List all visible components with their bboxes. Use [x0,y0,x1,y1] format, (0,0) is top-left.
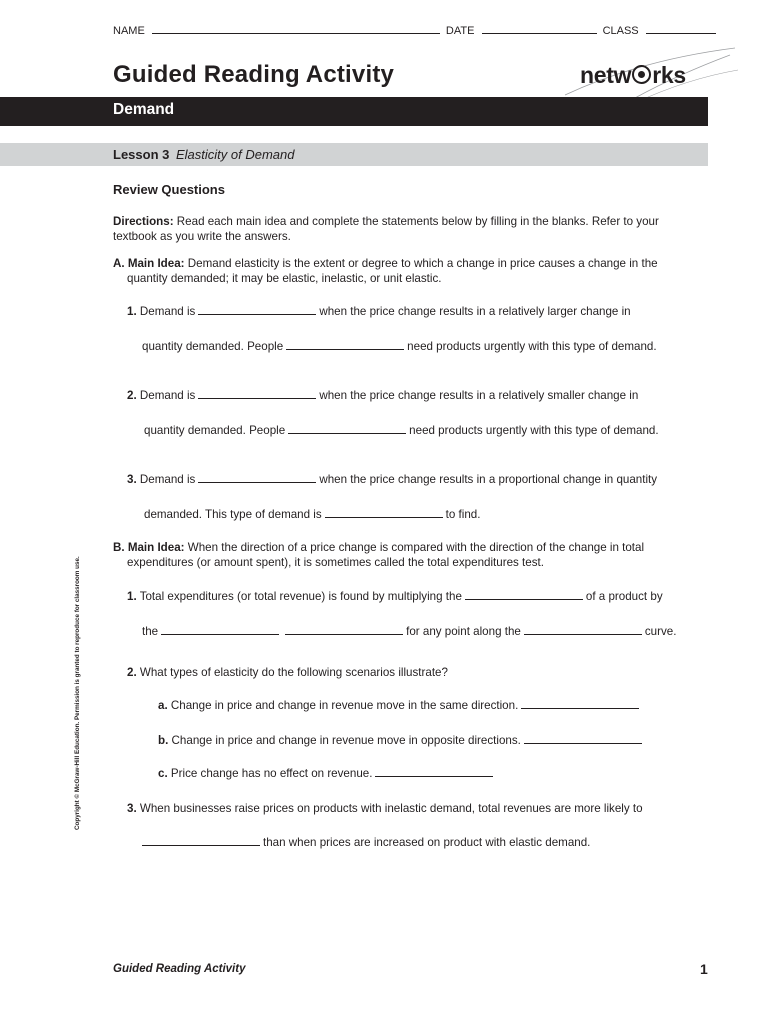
question-text: when the price change results in a relatively smaller change in [319,389,639,402]
answer-blank[interactable] [198,313,316,315]
section-heading: Review Questions [113,182,225,197]
main-idea-a [113,256,713,286]
subquestion-letter: b. [158,734,169,747]
page-number: 1 [700,961,708,977]
subquestion-letter: c. [158,767,168,780]
question-text: need products urgently with this type of demand. [409,424,659,437]
question-text: Price change has no effect on revenue. [170,767,373,780]
date-field[interactable] [482,32,597,34]
subquestion-letter: a. [158,699,168,712]
question-text: Change in price and change in revenue move in the same direction. [170,699,519,712]
main-idea-a-line1: Demand elasticity is the extent or degree to which a change in price causes a change in the [187,257,658,270]
question-text: What types of elasticity do the following scenarios illustrate? [139,666,448,679]
lesson-bar [0,143,708,166]
question-text: the [142,625,159,638]
question-b2a [158,698,642,713]
copyright-notice: Copyright © McGraw-Hill Education. Permission is granted to reproduce for classroom use. [74,556,81,830]
question-b1-line1 [127,589,663,604]
question-text: quantity demanded. People [144,424,286,437]
page-title: Guided Reading Activity [113,61,395,88]
globe-icon [632,65,651,84]
question-text: Total expenditures (or total revenue) is found by multiplying the [139,590,462,603]
topic-title: Demand [113,101,175,118]
question-text: Change in price and change in revenue move in opposite directions. [171,734,521,747]
question-b3-line1 [127,801,643,816]
question-a3-line1 [127,472,657,487]
question-text: of a product by [585,590,663,603]
question-text: for any point along the [406,625,521,638]
question-number: 2. [127,389,137,402]
question-number: 3. [127,473,137,486]
main-idea-b-letter: B. [113,541,125,554]
question-text: When businesses raise prices on products with inelastic demand, total revenues are more likely to [139,802,643,815]
question-text: to find. [445,508,481,521]
question-number: 1. [127,305,137,318]
answer-blank[interactable] [524,633,642,635]
answer-blank[interactable] [198,481,316,483]
question-b2c [158,766,496,781]
question-text: demanded. This type of demand is [144,508,322,521]
question-b1-line2 [142,624,676,639]
question-text: need products urgently with this type of demand. [407,340,657,353]
name-field[interactable] [152,32,440,34]
main-idea-b [113,540,713,570]
question-text: Demand is [139,305,196,318]
question-text: quantity demanded. People [142,340,284,353]
answer-blank[interactable] [286,348,404,350]
question-a2-line1 [127,388,638,403]
question-b2b [158,733,645,748]
main-idea-a-label: Main Idea: [127,257,185,270]
question-a3-line2 [144,507,480,522]
answer-blank[interactable] [524,742,642,744]
answer-blank[interactable] [161,633,279,635]
networks-logo [580,62,686,89]
class-label: CLASS [602,25,639,37]
answer-blank[interactable] [285,633,403,635]
logo-text-start: netw [580,62,632,88]
answer-blank[interactable] [521,707,639,709]
question-text: when the price change results in a proportional change in quantity [319,473,658,486]
question-text: Demand is [139,389,196,402]
main-idea-a-line2: quantity demanded; it may be elastic, inelastic, or unit elastic. [127,272,442,285]
question-b3-line2 [142,835,590,850]
class-field[interactable] [646,32,716,34]
main-idea-a-letter: A. [113,257,125,270]
name-label: NAME [113,25,145,37]
answer-blank[interactable] [375,775,493,777]
main-idea-b-label: Main Idea: [127,541,185,554]
question-text: Demand is [139,473,196,486]
directions-line1: Read each main idea and complete the statements below by filling in the blanks. Refer to your [176,215,659,228]
question-number: 2. [127,666,137,679]
answer-blank[interactable] [288,432,406,434]
footer-label: Guided Reading Activity [113,963,246,975]
question-text: when the price change results in a relatively larger change in [319,305,631,318]
logo-text-end: rks [652,62,686,88]
lesson-topic: Elasticity of Demand [175,147,295,162]
directions-line2: textbook as you write the answers. [113,230,291,243]
lesson-label: Lesson 3 [113,147,170,162]
directions-label: Directions: [113,215,174,228]
question-number: 3. [127,802,137,815]
question-text: than when prices are increased on product with elastic demand. [263,836,591,849]
question-a1-line2 [142,339,657,354]
answer-blank[interactable] [325,516,443,518]
main-idea-b-line1: When the direction of a price change is compared with the direction of the change in total [187,541,645,554]
date-label: DATE [445,25,475,37]
topic-banner [0,97,708,126]
answer-blank[interactable] [198,397,316,399]
answer-blank[interactable] [465,598,583,600]
question-b2 [127,665,448,680]
question-text: curve. [644,625,677,638]
directions [113,214,713,244]
header-fields [113,25,716,37]
question-number: 1. [127,590,137,603]
answer-blank[interactable] [142,844,260,846]
question-a1-line1 [127,304,631,319]
question-a2-line2 [144,423,659,438]
lesson-heading [113,147,294,162]
main-idea-b-line2: expenditures (or amount spent), it is sometimes called the total expenditures test. [127,556,544,569]
